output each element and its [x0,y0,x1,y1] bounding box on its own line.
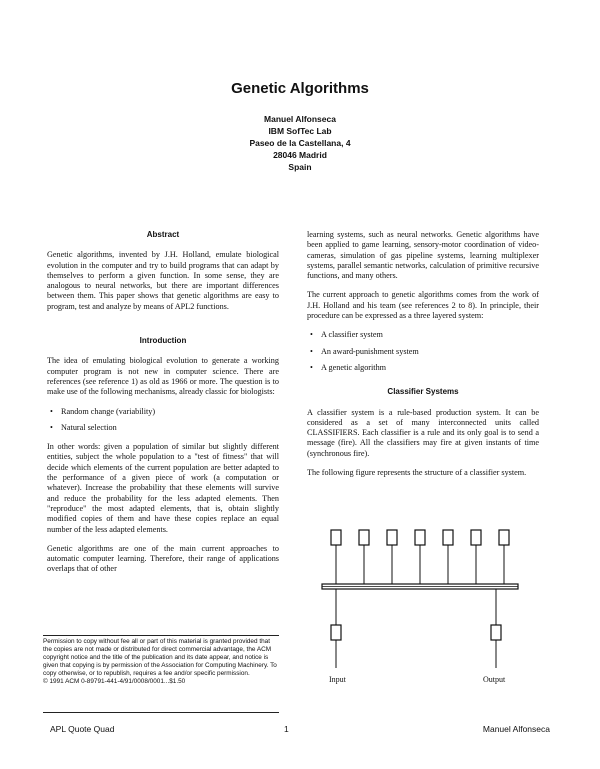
list-item: • A genetic algorithm [307,363,539,373]
introduction-heading: Introduction [139,336,187,346]
right-column [307,230,539,487]
intro-paragraph-1: The idea of emulating biological evolution to generate a working computer program is not new in computer science. There are references (see reference 1) as old as 1966 or more. The question is to make use of the following mechanisms, already classic for biologists: [47,356,279,397]
classifier-unit [331,530,341,545]
copyright-line: © 1991 ACM 0-89791-441-4/91/0008/0001...$1.50 [43,678,186,686]
classifier-unit [387,530,397,545]
classifier-unit [471,530,481,545]
classifier-paragraph-2: The following figure represents the structure of a classifier system. [307,468,527,478]
paper-title: Genetic Algorithms [231,80,369,97]
author-name: Manuel Alfonseca [264,114,336,124]
list-item: • Natural selection [47,423,279,433]
classifier-unit [499,530,509,545]
classifier-unit [443,530,453,545]
classifier-unit [359,530,369,545]
author-city: 28046 Madrid [273,150,327,160]
intro-bullet-list [47,407,279,434]
footer-author: Manuel Alfonseca [482,724,550,734]
classifier-heading: Classifier Systems [387,387,459,397]
intro-paragraph-3: Genetic algorithms are one of the main current approaches to automatic computer learning. Therefore, their range of applications overlaps that of other [47,543,279,574]
classifier-paragraph-1: A classifier system is a rule-based production system. It can be considered as a set of many interconnected units called CLASSIFIERS. Each classifier is a rule and its only goal is to send a message (fire). All the classifiers may fire at given instants of time (synchronous fire). [307,407,539,458]
layer-bullet-list [307,330,539,373]
classifier-system-figure [318,528,528,698]
right-paragraph-1: learning systems, such as neural networks. Genetic algorithms have been applied to game learning, sensory-motor coordination of video-cameras, simulation of gas pipeline systems, learning multiplexer systems, parallel semantic networks, calculation of primitive recursive functions, and many others. [307,230,539,281]
classifier-unit [415,530,425,545]
author-block [0,113,600,173]
author-org: IBM SofTec Lab [268,126,332,136]
left-column [47,230,279,584]
author-country: Spain [288,162,312,172]
copyright-text: Permission to copy without fee all or part of this material is granted provided that the copies are not made or distributed for direct commercial advantage, the ACM copyright notice and the title of the publication and its date appear, and notice is given that copying is by permission of the Association for Computing Machinery. To copy otherwise, or to republish, requires a fee and/or specific permission. [43,638,277,678]
intro-paragraph-2: In other words: given a population of similar but slightly different entities, subject the whole population to a "test of fitness" that will decide which elements of the current population are better adapted to the performance of a given piece of work (a computation or whatever). Increase the probability that these elements will survive and reduce the probability for the less adapted elements. Then "reproduce" the most adapted elements, that is, obtain slightly modified copies of them and have these copies replace an equal number of the less adapted elements. [47,442,279,534]
copyright-notice [43,635,279,713]
abstract-heading: Abstract [146,230,180,239]
output-label: Output [483,675,506,684]
classifier-units [331,530,509,584]
list-item: • An award-punishment system [307,347,539,357]
input-detector [331,625,341,640]
footer-page-number: 1 [284,724,289,734]
footer-journal: APL Quote Quad [50,724,115,734]
right-paragraph-2: The current approach to genetic algorithms comes from the work of J.H. Holland and his team (see references 2 to 8). In principle, their procedure can be expressed as a three layered system: [307,290,539,321]
list-item: • Random change (variability) [47,407,279,417]
author-street: Paseo de la Castellana, 4 [249,138,351,148]
list-item: • A classifier system [307,330,539,340]
abstract-text: Genetic algorithms, invented by J.H. Holland, emulate biological evolution in the computer and try to build programs that can adapt by themselves to perform a given function. In some sense, they are analogous to neural networks, but there are important differences between them. This paper shows that genetic algorithms are easy to program, test and analyze by means of APL2 functions. [47,250,279,311]
input-label: Input [329,675,346,684]
output-effector [491,625,501,640]
